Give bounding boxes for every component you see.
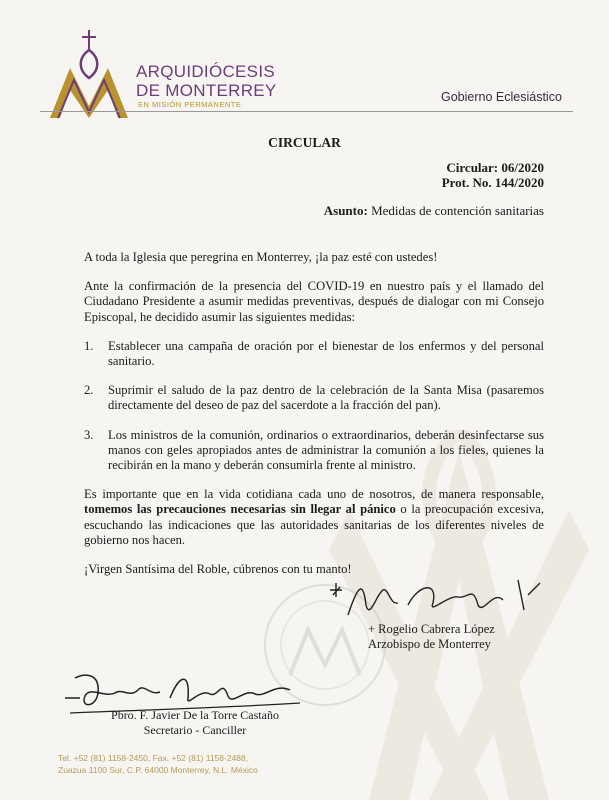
list-item [84, 339, 544, 369]
list-item-text: Establecer una campaña de oración por el bienestar de los enfermos y del personal sanitario. [108, 338, 544, 369]
department-label: Gobierno Eclesiástico [441, 90, 562, 104]
org-name-line2: DE MONTERREY [136, 81, 277, 100]
document-body [84, 250, 544, 591]
secretary-title: Secretario - Canciller [143, 723, 247, 737]
subject-label: Asunto: [323, 203, 368, 218]
list-item [84, 428, 544, 474]
archbishop-signature-icon [328, 575, 548, 625]
list-item-number: 1. [84, 338, 94, 353]
footer-address-line: Zuazua 1100 Sur, C.P. 64000 Monterrey, N.L. México [58, 765, 258, 775]
closing-paragraph [84, 487, 544, 548]
list-item-text: Los ministros de la comunión, ordinarios o extraordinarios, deberán desinfectarse sus manos con geles apropiados antes de administrar la comunión a los fieles, quienes la recibirán en la mano y deberán consumirla frente al ministro. [108, 427, 544, 473]
circular-number: Circular: 06/2020 [446, 160, 544, 175]
closing-emphasis: tomemos las precauciones necesarias sin llegar al pánico [84, 502, 396, 517]
reference-block [442, 160, 544, 190]
footer-phone-line: Tel. +52 (81) 1158-2450, Fax. +52 (81) 1158-2488, [58, 753, 249, 763]
list-item [84, 383, 544, 413]
closing-prayer: ¡Virgen Santísima del Roble, cúbrenos con tu manto! [84, 562, 352, 577]
intro-paragraph: Ante la confirmación de la presencia del COVID-19 en nuestro país y el llamado del Ciudadano Presidente a asumir medidas preventivas, después de dialogar con mi Consejo Episcopal, he decidido asumir las siguientes medidas: [84, 279, 544, 324]
subject-line [324, 203, 544, 219]
list-item-number: 3. [84, 427, 94, 442]
list-item-number: 2. [84, 383, 94, 398]
secretary-name: Pbro. F. Javier De la Torre Castaño [111, 708, 279, 722]
org-name-line1: ARQUIDIÓCESIS [136, 62, 275, 81]
secretary-signature-block [80, 708, 310, 738]
protocol-number: Prot. No. 144/2020 [441, 175, 544, 190]
document-title: CIRCULAR [268, 135, 341, 150]
list-item-text: Suprimir el saludo de la paz dentro de la celebración de la Santa Misa (pasaremos directamente del deseo de paz del sacerdote a la fracción del pan). [108, 383, 544, 413]
subject-text: Medidas de contención sanitarias [371, 203, 544, 218]
footer-contact [58, 752, 258, 776]
greeting: A toda la Iglesia que peregrina en Monterrey, ¡la paz esté con ustedes! [84, 250, 438, 264]
archdiocese-logo [48, 28, 130, 120]
org-tagline: EN MISIÓN PERMANENTE [138, 100, 242, 109]
closing-text-start: Es importante que en la vida cotidiana cada uno de nosotros, de manera responsable, [84, 487, 544, 502]
organization-name [136, 62, 277, 109]
archbishop-signature-block [368, 622, 495, 652]
archbishop-title: Arzobispo de Monterrey [368, 637, 491, 651]
archbishop-name: + Rogelio Cabrera López [368, 622, 495, 636]
closing-text-end: o la preocupación excesiva, escuchando las indicaciones que las autoridades sanitarias de los diferentes niveles de gobierno nos hacen. [84, 502, 545, 547]
measures-list [84, 339, 544, 473]
header-divider [40, 111, 573, 112]
